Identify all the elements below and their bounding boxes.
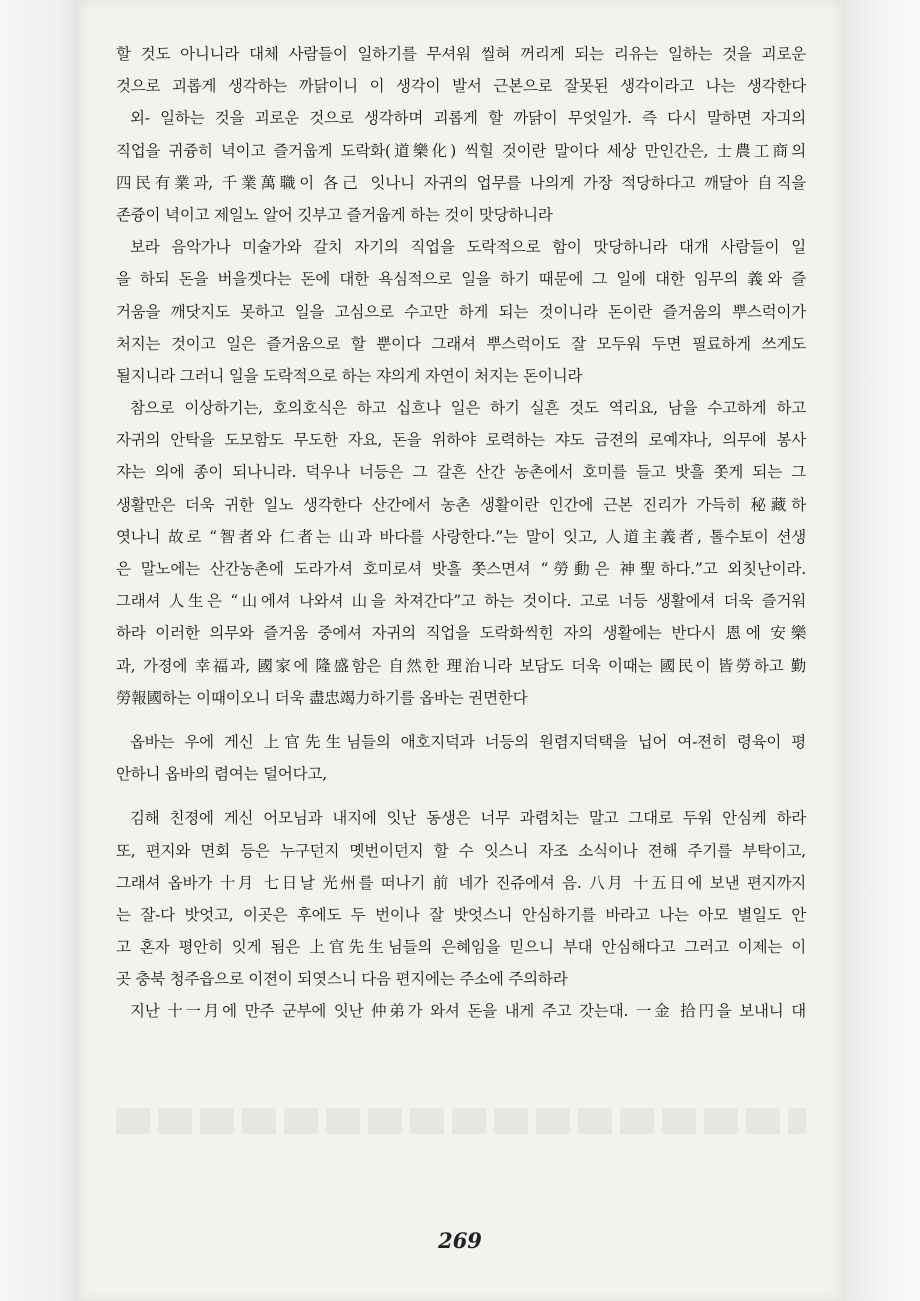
text-line: 참으로 이상하기는, 호의호식은 하고 십흐나 일은 하기 실흔 것도 역리요, 남을 수고하게 하고 [130,399,806,418]
text-line: 외- 일하는 것을 괴로운 것으로 생각하며 괴롭게 할 까닭이 무엇일가. 즉 다시 말하면 자긔의 [130,109,806,128]
text-line: 는 잘-다 밧엇고, 이곳은 후에도 두 번이나 잘 밧엇스니 안심하기를 바라고 나는 아모 별일도 안 [116,905,806,924]
show-through-text [116,1108,806,1134]
text-line: 그래셔 옵바가 十月 七日날 光州를 떠나기 前 네가 진쥬에셔 음. 八月 十五日에 보낸 편지까지 [116,873,806,892]
text-line: 옵바는 우에 게신 上官先生님들의 애호지덕과 너등의 원렴지덕택을 닙어 여-젼히 령육이 평 [130,732,806,751]
text-line: 존즁이 녁이고 제일노 알어 깃부고 즐거웁게 하는 것이 맛당하니라 [116,205,553,224]
text-line: 곳 충북 청주읍으로 이젼이 되엿스니 다음 편지에는 주소에 주의하라 [116,970,568,989]
text-line: 자귀의 안탁을 도모함도 무도한 자요, 돈을 위하야 로력하는 쟈도 금젼의 로예쟈나, 의무에 봉사 [116,431,806,450]
text-line: 것으로 괴롭게 생각하는 까닭이니 이 생각이 발서 근본으로 잘못된 생각이라고 나는 생각한다 [116,77,806,96]
text-line: 거움을 깨닷지도 못하고 일을 고심으로 수고만 하게 되는 것이니라 돈이란 즐거움의 뿌스럭이가 [116,302,806,321]
text-line: 하라 이러한 의무와 즐거움 중에셔 자귀의 직업을 도락화씩힌 자의 생활에는 반다시 恩에 安樂 [116,624,806,643]
text-line: 그래셔 人生은 “山에셔 나와셔 山을 차져간다”고 하는 것이다. 고로 너등 생활에셔 더욱 즐거워 [116,592,806,611]
text-line: 또, 편지와 면회 등은 누구던지 몟번이던지 할 수 잇스니 자조 소식이나 젼해 주기를 부탁이고, [116,841,806,860]
text-line: 될지니라 그러니 일을 도락적으로 하는 쟈의게 자연이 처지는 돈이니라 [116,366,583,385]
text-line: 勞報國하는 이때이오니 더욱 盡忠竭力하기를 옵바는 권면한다 [116,688,528,707]
text-line: 김해 친졍에 게신 어모님과 내지에 잇난 동생은 너무 과렴치는 말고 그대로 두워 안심케 하라 [130,809,806,828]
text-line: 할 것도 아니니라 대체 사람들이 일하기를 무셔워 씰혀 꺼리게 되는 리유는 일하는 것을 괴로운 [116,45,806,63]
text-line: 을 하되 돈을 버을겟다는 돈에 대한 욕심적으로 일을 하기 때문에 그 일에 대한 임무의 義와 즐 [116,270,806,289]
text-line: 생활만은 더욱 귀한 일노 생각한다 산간에서 농촌 생활이란 인간에 근본 진리가 가득히 秘藏하 [116,495,806,514]
text-line: 쟈는 의에 종이 되나니라. 덕우나 너등은 그 갈흔 산간 농촌에서 호미를 들고 밧흘 쫏게 되는 그 [116,463,806,482]
text-line: 과, 가졍에 幸福과, 國家에 隆盛함은 自然한 理治니라 보담도 더욱 이때는 國民이 皆勞하고 勤 [116,656,806,675]
text-line: 지난 十一月에 만주 군부에 잇난 仲弟가 와셔 돈을 내게 주고 갓는대. 一金 拾円을 보내니 대 [130,1002,806,1021]
body-text [116,38,806,1028]
text-line: 보라 음악가나 미술가와 갈치 자기의 직업을 도락적으로 함이 맛당하니라 대개 사람들이 일 [130,238,806,257]
text-line: 안하니 옵바의 렴여는 덜어다고, [116,765,327,784]
text-line: 엿나니 故로 “智者와 仁者는 山과 바다를 사랑한다.”는 말이 잇고, 人道主義者, 톨수토이 션생 [116,527,806,546]
text-line: 처지는 것이고 일은 즐거움으로 할 뿐이다 그래셔 뿌스럭이도 잘 모두워 두면 필료하게 쓰게도 [116,334,806,353]
text-line: 四民有業과, 千業萬職이 各己 잇나니 자귀의 업무를 나의게 가장 적당하다고 깨달아 自직을 [116,173,806,192]
text-line: 은 말노에는 산간농촌에 도라가셔 호미로셔 밧흘 쫏스면셔 “勞動은 神聖하다.”고 외칫난이라. [116,560,806,578]
page-number: 269 [438,1228,482,1253]
text-line: 고 혼자 평안히 잇게 됨은 上官先生님들의 은혜임을 믿으니 부대 안심해다고 그러고 이제는 이 [116,938,806,957]
text-line: 직업을 귀즁히 녁이고 즐거웁게 도락화(道樂化) 씩힐 것이란 말이다 세상 만인간은, 士農工商의 [116,141,806,160]
